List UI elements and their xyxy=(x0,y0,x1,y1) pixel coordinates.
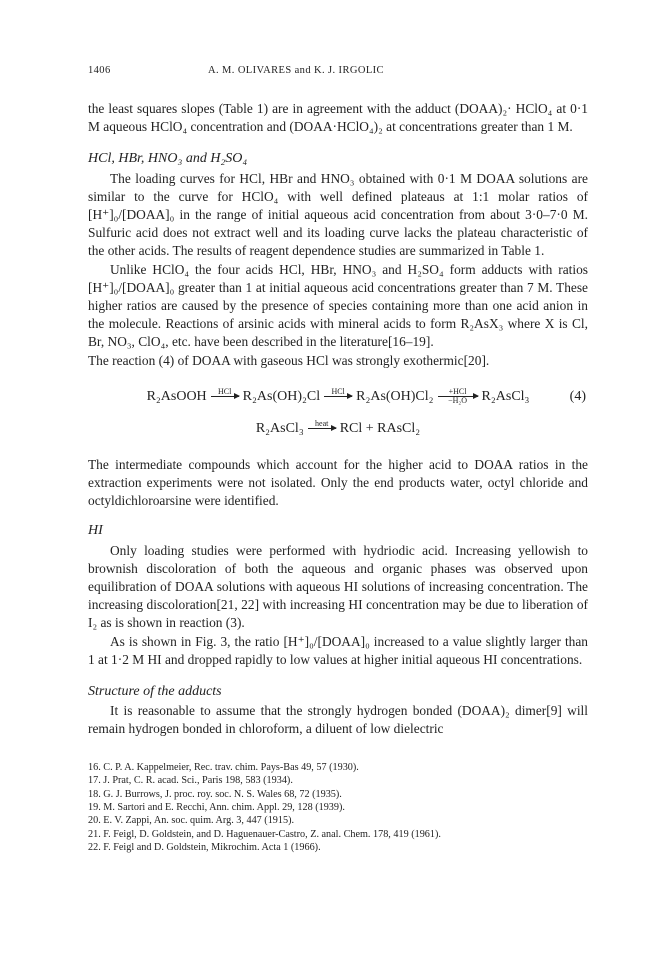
running-header xyxy=(88,62,588,80)
reaction-arrow-1 xyxy=(211,388,239,405)
paragraph-structure: It is reasonable to assume that the strongly hydrogen bonded (DOAA)₂ dimer[9] will remain hydrogen bonded in chloroform, a diluent of low dielectric xyxy=(88,703,588,737)
journal-page xyxy=(88,62,588,855)
running-authors: A. M. OLIVARES and K. J. IRGOLIC xyxy=(208,65,384,76)
page-number: 1406 xyxy=(88,65,111,76)
paragraph-hi-loading: Only loading studies were performed with hydriodic acid. Increasing yellowish to brownish discoloration of both the aqueous and organic phases was observed upon equilibration of DOAA solutions with aqueous HI solutions of increasing concentration. The increasing discoloration[21, 22] with increasing HI concentration may be due to liberation of I₂ as is shown in reaction (3). xyxy=(88,542,588,631)
paragraph-reaction-4: The reaction (4) of DOAA with gaseous HCl was strongly exothermic[20]. xyxy=(88,352,490,368)
section-heading-hi: HI xyxy=(88,523,103,539)
reference-item: 21. F. Feigl, D. Goldstein, and D. Haguenauer-Castro, Z. anal. Chem. 178, 419 (1961). xyxy=(88,828,441,840)
eq-species-4: R₂AsCl₃ xyxy=(481,388,530,404)
paragraph-unlike-hclo4: Unlike HClO₄ the four acids HCl, HBr, HNO₃ and H₂SO₄ form adducts with ratios [H⁺]₀/[DOAA]₀ greater than 1 at initial aqueous acid concentrations greater than 7 M. These higher ratios are caused by the presence of species containing more than one acid anion in the molecule. Reactions of arsinic acids with mineral acids to form R₂AsX₃ where X is Cl, Br, NO₃, ClO₄, etc. have been described in the literature[16–19]. xyxy=(88,261,588,350)
paragraph-fig3: As is shown in Fig. 3, the ratio [H⁺]₀/[DOAA]₀ increased to a value slightly larger than 1 at 1·2 M HI and dropped rapidly to low values at higher initial aqueous HI concentrations. xyxy=(88,633,588,667)
reaction-arrow-heat xyxy=(308,420,336,437)
eq-species-1: R₂AsOOH xyxy=(146,388,207,404)
section-heading-hcl-hbr: HCl, HBr, HNO₃ and H₂SO₄ xyxy=(88,151,248,167)
eq-species-2: R₂As(OH)₂Cl xyxy=(242,388,321,404)
reference-item: 22. F. Feigl and D. Goldstein, Mikrochim. Acta 1 (1966). xyxy=(88,842,321,854)
eq-l2-left: R₂AsCl₃ xyxy=(255,420,304,436)
eq-species-3: R₂As(OH)Cl₂ xyxy=(356,388,434,404)
paragraph-intermediates: The intermediate compounds which account for the higher acid to DOAA ratios in the extraction experiments were not isolated. Only the end products water, octyl chloride and octyldichloroarsine were identified. xyxy=(88,456,588,509)
reaction-arrow-2 xyxy=(324,388,352,405)
reference-item: 17. J. Prat, C. R. acad. Sci., Paris 198, 583 (1934). xyxy=(88,775,293,787)
equation-number: (4) xyxy=(569,388,586,404)
equation-4-line-2 xyxy=(88,416,588,442)
arrow-label: HCl xyxy=(218,387,232,397)
arrow-label: HCl xyxy=(331,387,345,397)
reference-item: 16. C. P. A. Kappelmeier, Rec. trav. chim. Pays-Bas 49, 57 (1930). xyxy=(88,761,359,773)
reference-item: 18. G. J. Burrows, J. proc. roy. soc. N. S. Wales 68, 72 (1935). xyxy=(88,788,342,800)
arrow-label-bottom: −H₂O xyxy=(448,396,467,406)
reference-item: 19. M. Sartori and E. Recchi, Ann. chim. Appl. 29, 128 (1939). xyxy=(88,801,345,813)
reference-item: 20. E. V. Zappi, An. soc. quim. Arg. 3, 447 (1915). xyxy=(88,815,295,827)
section-heading-structure: Structure of the adducts xyxy=(88,684,222,700)
references-list xyxy=(88,761,588,855)
paragraph-loading-curves: The loading curves for HCl, HBr and HNO₃ obtained with 0·1 M DOAA solutions are similar to the curve for HClO₄ with well defined plateaus at 1:1 molar ratios of [H⁺]₀/[DOAA]₀ in the range of initial aqueous acid concentration from about 3·0–7·0 M. Sulfuric acid does not extract well and its loading curve lacks the plateau characteristic of the other acids. The results of reagent dependence studies are summarized in Table 1. xyxy=(88,170,588,259)
arrow-label-top: +HCl xyxy=(448,387,467,397)
equation-4 xyxy=(88,384,588,410)
arrow-label: heat xyxy=(315,419,329,429)
eq-l2-right: RCl + RAsCl₂ xyxy=(339,420,421,436)
reaction-arrow-3 xyxy=(438,388,478,405)
paragraph-continuation: the least squares slopes (Table 1) are in agreement with the adduct (DOAA)₂· HClO₄ at 0·1 M aqueous HClO₄ concentration and (DOAA·HClO₄)₂ at concentrations greater than 1 M. xyxy=(88,101,588,135)
